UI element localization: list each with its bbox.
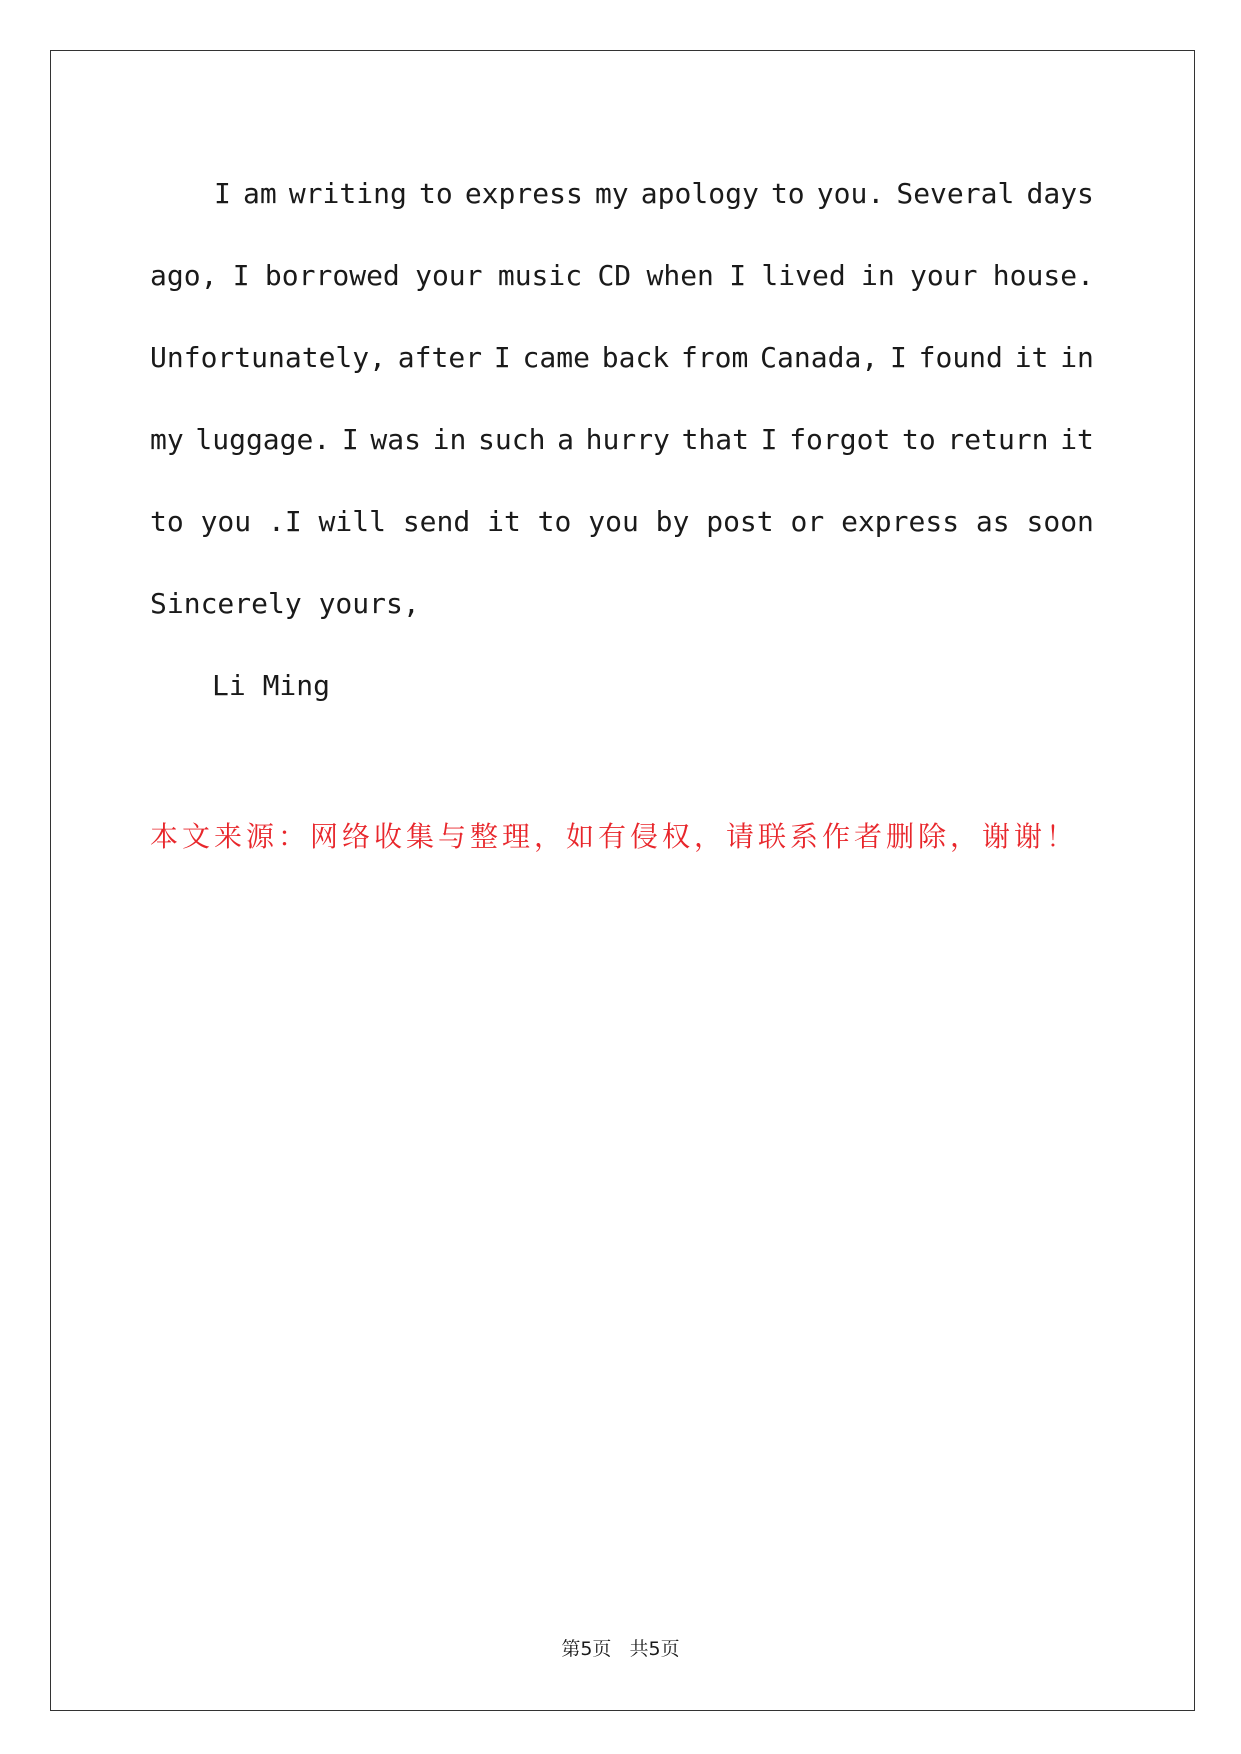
letter-word: a bbox=[557, 423, 574, 456]
letter-word: send bbox=[402, 505, 471, 538]
letter-word: ago, bbox=[150, 259, 218, 292]
letter-word: hurry bbox=[585, 423, 670, 456]
letter-word: I bbox=[729, 259, 747, 292]
page-number-footer: 第5页 共5页 bbox=[561, 1638, 680, 1660]
letter-word: I bbox=[493, 341, 511, 374]
letter-signature: Li Ming bbox=[212, 669, 331, 702]
source-note: 本文来源：网络收集与整理，如有侵权，请联系作者删除，谢谢！ bbox=[150, 820, 1079, 853]
letter-word: in bbox=[1060, 341, 1094, 374]
letter-word: it bbox=[1014, 341, 1049, 374]
letter-word: you bbox=[200, 505, 252, 538]
letter-word: you. bbox=[816, 177, 885, 210]
letter-word: it bbox=[487, 505, 521, 538]
letter-word: I bbox=[760, 423, 778, 456]
letter-word: it bbox=[1060, 423, 1094, 456]
letter-word: Canada, bbox=[760, 341, 879, 374]
letter-word: or bbox=[790, 505, 825, 538]
letter-word: was bbox=[370, 423, 421, 456]
letter-word: am bbox=[242, 177, 277, 210]
letter-word: your bbox=[415, 259, 483, 292]
letter-word: .I bbox=[267, 505, 302, 538]
letter-word: came bbox=[522, 341, 590, 374]
letter-word: post bbox=[706, 505, 774, 538]
letter-word: from bbox=[680, 341, 749, 374]
letter-line-5 bbox=[150, 498, 1094, 580]
letter-word: my bbox=[150, 423, 184, 456]
letter-word: such bbox=[478, 423, 546, 456]
letter-word: soon bbox=[1026, 505, 1094, 538]
letter-word: my bbox=[594, 177, 629, 210]
letter-line-1 bbox=[150, 170, 1094, 252]
letter-word: will bbox=[318, 505, 386, 538]
letter-word: Several bbox=[896, 177, 1015, 210]
letter-word: to bbox=[537, 505, 572, 538]
letter-word: to bbox=[418, 177, 453, 210]
letter-word: to bbox=[902, 423, 936, 456]
letter-word: house. bbox=[992, 259, 1094, 292]
letter-word: forgot bbox=[789, 423, 891, 456]
letter-word: days bbox=[1026, 177, 1094, 210]
letter-word: return bbox=[947, 423, 1049, 456]
letter-word: I bbox=[341, 423, 359, 456]
letter-word: Unfortunately, bbox=[150, 341, 387, 374]
letter-closing: Sincerely yours, bbox=[150, 587, 420, 620]
letter-line-2 bbox=[150, 252, 1094, 334]
letter-word: you bbox=[588, 505, 639, 538]
letter-word: after bbox=[397, 341, 483, 374]
letter-word: music bbox=[497, 259, 583, 292]
letter-word: express bbox=[464, 177, 583, 210]
letter-word: as bbox=[975, 505, 1010, 538]
letter-word: I bbox=[232, 259, 250, 292]
letter-word: in bbox=[432, 423, 467, 456]
letter-word: I bbox=[214, 177, 231, 210]
letter-word: by bbox=[655, 505, 690, 538]
letter-line-4 bbox=[150, 416, 1094, 498]
letter-word: your bbox=[910, 259, 978, 292]
letter-word: writing bbox=[288, 177, 407, 210]
letter-word: lived bbox=[761, 259, 846, 292]
letter-word: luggage. bbox=[195, 423, 331, 456]
letter-word: back bbox=[601, 341, 670, 374]
letter-word: express bbox=[841, 505, 960, 538]
letter-word: found bbox=[918, 341, 1003, 374]
letter-word: when bbox=[646, 259, 714, 292]
letter-word: apology bbox=[640, 177, 759, 210]
letter-word: to bbox=[770, 177, 805, 210]
letter-word: to bbox=[150, 505, 184, 538]
letter-word: I bbox=[889, 341, 907, 374]
letter-word: in bbox=[861, 259, 895, 292]
letter-word: CD bbox=[597, 259, 632, 292]
letter-line-3 bbox=[150, 334, 1094, 416]
letter-word: that bbox=[681, 423, 750, 456]
letter-body bbox=[150, 170, 1094, 744]
letter-word: borrowed bbox=[264, 259, 400, 292]
